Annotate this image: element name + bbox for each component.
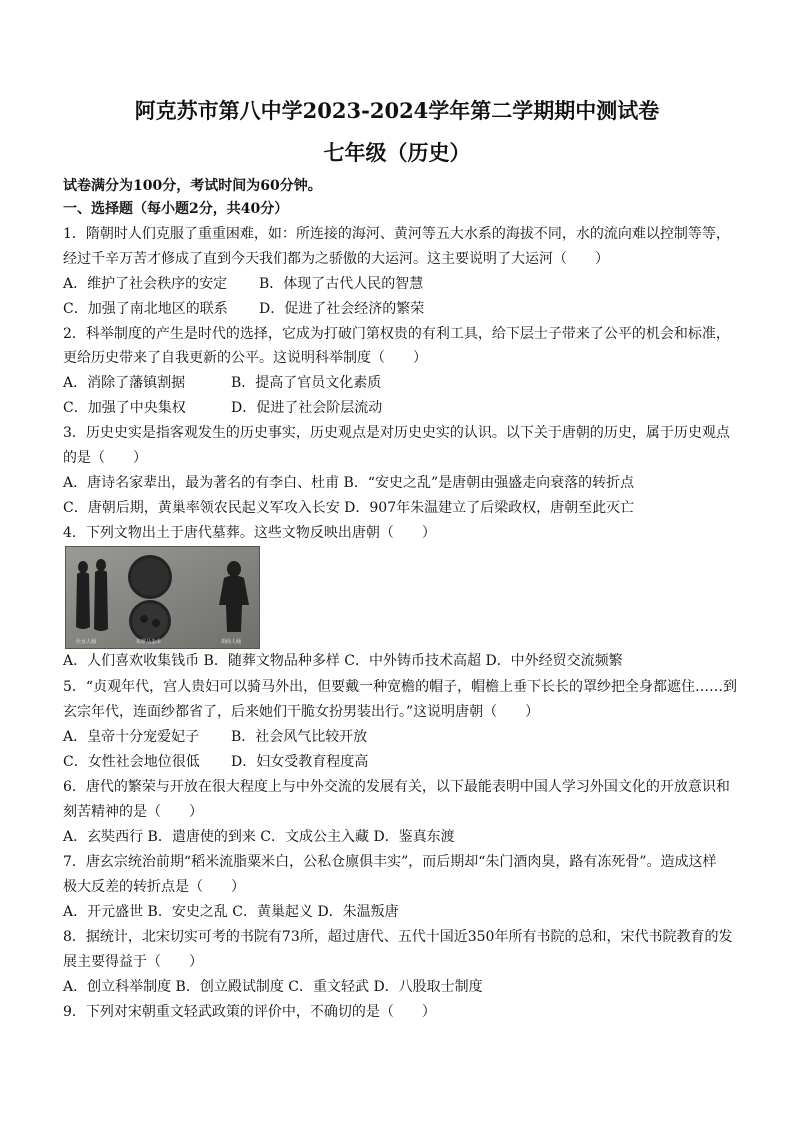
question-2-options-ab bbox=[63, 373, 381, 393]
question-8-options: A．创立科举制度 B．创立殿试制度 C．重文轻武 D．八股取士制度 bbox=[63, 979, 483, 995]
question-6-text: 6．唐代的繁荣与开放在很大程度上与中外交流的发展有关，以下最能表明中国人学习外国文化的开放意识和 bbox=[63, 779, 730, 795]
question-6-options: A．玄奘西行 B．遣唐使的到来 C．文成公主入藏 D．鉴真东渡 bbox=[63, 829, 455, 845]
question-1-text: 1．隋朝时人们克服了重重困难，如：所连接的海河、黄河等五大水系的海拔不同，水的流向难以控制等等， bbox=[63, 226, 730, 242]
question-5-options-ab bbox=[63, 727, 367, 747]
section-heading: 一、选择题（每小题2分，共40分） bbox=[63, 201, 289, 217]
question-7-options: A．开元盛世 B．安史之乱 C．黄巢起义 D．朱温叛唐 bbox=[63, 904, 399, 920]
option-c: C．女性社会地位很低 bbox=[63, 754, 200, 770]
question-4-text: 4．下列文物出土于唐代墓葬。这些文物反映出唐朝（ ） bbox=[63, 525, 436, 541]
option-c: C．加强了南北地区的联系 bbox=[63, 301, 228, 317]
question-2-options-cd bbox=[63, 398, 382, 418]
caption-merchant: 胡商人俑 bbox=[221, 639, 242, 645]
option-b: B．提高了官员文化素质 bbox=[231, 375, 382, 391]
question-1-options-ab bbox=[63, 274, 423, 294]
option-d: D．妇女受教育程度高 bbox=[231, 754, 369, 770]
question-8-text: 8．据统计，北宋切实可考的书院有73所，超过唐代、五代十国近350年所有书院的总和，宋代书院教育的发 bbox=[63, 929, 733, 945]
question-4-options: A．人们喜欢收集钱币 B．随葬文物品种多样 C．中外铸币技术高超 D．中外经贸交流频繁 bbox=[63, 653, 623, 669]
question-3-text: 3．历史史实是指客观发生的历史事实，历史观点是对历史史实的认识。以下关于唐朝的历史，属于历史观点 bbox=[63, 425, 730, 441]
caption-figurine: 仕女人俑 bbox=[76, 639, 97, 645]
option-d: D．促进了社会阶层流动 bbox=[231, 400, 383, 416]
option-b: B．社会风气比较开放 bbox=[231, 729, 368, 745]
option-d: D．促进了社会经济的繁荣 bbox=[259, 301, 425, 317]
exam-title: 阿克苏市第八中学2023-2024学年第二学期期中测试卷 bbox=[134, 98, 660, 123]
question-1-options-cd bbox=[63, 299, 424, 319]
option-b: B．体现了古代人民的智慧 bbox=[259, 276, 424, 292]
question-9-text: 9．下列对宋朝重文轻武政策的评价中，不确切的是（ ） bbox=[63, 1004, 436, 1020]
question-3-text-cont: 的是（ ） bbox=[63, 450, 147, 466]
question-2-text-cont: 更给历史带来了自我更新的公平。这说明科举制度（ ） bbox=[63, 350, 427, 366]
question-7-text-cont: 极大反差的转折点是（ ） bbox=[63, 879, 245, 895]
question-8-text-cont: 展主要得益于（ ） bbox=[63, 954, 203, 970]
tang-tomb-artifacts-photo bbox=[65, 546, 260, 649]
question-5-text: 5．“贞观年代，宫人贵妇可以骑马外出，但要戴一种宽檐的帽子，帽檐上垂下长长的罩纱把全身都遮住……到 bbox=[63, 679, 738, 695]
question-2-text: 2．科举制度的产生是时代的选择，它成为打破门第权贵的有利工具，给下层士子带来了公平的机会和标准， bbox=[63, 326, 730, 342]
exam-subtitle: 七年级（历史） bbox=[323, 140, 471, 165]
artifacts-image bbox=[66, 547, 259, 648]
question-1-text-cont: 经过千辛万苦才修成了直到今天我们都为之骄傲的大运河。这主要说明了大运河（ ） bbox=[63, 251, 609, 267]
option-a: A．维护了社会秩序的安定 bbox=[63, 276, 228, 292]
caption-coin: 东罗马金币 bbox=[136, 639, 162, 645]
option-a: A．消除了藩镇割据 bbox=[63, 375, 186, 391]
question-6-text-cont: 刻苦精神的是（ ） bbox=[63, 804, 203, 820]
exam-instructions: 试卷满分为100分，考试时间为60分钟。 bbox=[63, 178, 322, 194]
question-5-options-cd bbox=[63, 752, 368, 772]
question-5-text-cont: 玄宗年代，连面纱都省了，后来她们干脆女扮男装出行。”这说明唐朝（ ） bbox=[63, 704, 540, 720]
question-3-options-ab: A．唐诗名家辈出，最为著名的有李白、杜甫 B．“安史之乱”是唐朝由强盛走向衰落的转折点 bbox=[63, 475, 635, 491]
question-3-options-cd: C．唐朝后期，黄巢率领农民起义军攻入长安 D．907年朱温建立了后梁政权，唐朝至此灭亡 bbox=[63, 500, 635, 516]
option-c: C．加强了中央集权 bbox=[63, 400, 186, 416]
option-a: A．皇帝十分宠爱妃子 bbox=[63, 729, 200, 745]
question-7-text: 7．唐玄宗统治前期“稻米流脂粟米白，公私仓廪俱丰实”，而后期却“朱门酒肉臭，路有冻死骨”。造成这样 bbox=[63, 854, 717, 870]
